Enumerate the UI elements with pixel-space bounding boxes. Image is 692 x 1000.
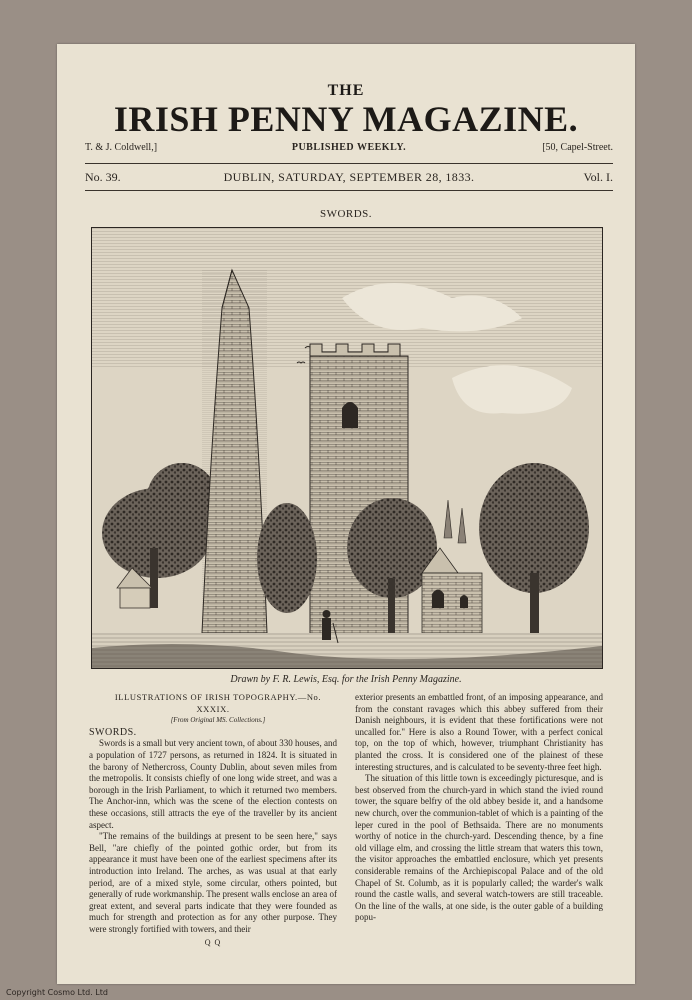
header-rule-bottom <box>85 190 613 191</box>
copyright-notice: Copyright Cosmo Ltd. Ltd <box>6 988 108 997</box>
paragraph: "The remains of the buildings at present to be seen here," says Bell, "are chiefly of the pointed gothic order, but from its appearance it must have been one of the earliest specimens after its introduction into Ireland. The arches, as was usual at that early period, are of a mixed style, some circular, others pointed, but generally of rude workmanship. The present walls enclose an area of great extent, and several parts indicate that they were founded as much for strength and protection as for any other purpose. They were strongly fortified with towers, and their <box>89 831 337 934</box>
issue-line <box>85 170 613 186</box>
masthead-the: THE <box>327 82 365 99</box>
source-note: [From Original MS. Collections.] <box>170 716 266 725</box>
header-rule-top <box>85 163 613 164</box>
swords-engraving <box>92 228 602 668</box>
publisher-name: T. & J. Coldwell,] <box>85 142 158 153</box>
paragraph: The situation of this little town is exceedingly picturesque, and is best observed from the church-yard in which stand the ivied round tower, the square belfry of the old abbey beside it, and a handsome new church, over the communion-tablet of which is a painting of the leper cured in the pool of Bethsaida. There are no monuments worthy of notice in the church-yard. Descending thence, by a fine old village elm, and crossing the little stream that waters this town, the visitor approaches the embattled enclosure, which yet presents considerable remains of the Archiepiscopal Palace and of the old Chapel of St. Columb, as it is popularly called; the warder's walk round the castle walls, and several watch-towers are still traceable. On the line of the walls, at one side, is the outer gable of a building popu- <box>355 773 603 923</box>
magazine-page <box>57 44 635 984</box>
masthead-title: IRISH PENNY MAGAZINE. <box>113 99 579 139</box>
article-subheading: SWORDS. <box>89 726 137 738</box>
paragraph: exterior presents an embattled front, of an imposing appearance, and from the constant ravages which this abbey suffered from their Danish neighbours, it is evident that these fortifications were not uncalled for." Here is also a Round Tower, with a perfect conical top, on the top of which, however, triumphant Christianity has planted the cross. It is considered one of the plainest of these interesting structures, and is calculated to be seventy-three feet high. <box>355 692 603 772</box>
publisher-address: [50, Capel-Street. <box>542 142 613 153</box>
article-heading: SWORDS. <box>319 208 373 220</box>
text-column-right <box>355 692 603 924</box>
illustration-caption: Drawn by F. R. Lewis, Esq. for the Irish Penny Magazine. <box>230 674 462 685</box>
volume-number: Vol. I. <box>583 170 613 184</box>
engraving-illustration <box>91 227 603 669</box>
text-column-left <box>89 692 337 949</box>
paragraph: Swords is a small but very ancient town, of about 330 houses, and a population of 1727 persons, as returned in 1824. It is situated in the barony of Nethercross, County Dublin, about seven miles from the metropolis. It consists chiefly of one long wide street, and was a borough in the Irish Parliament, to which it returned two members. The Anchor-inn, which was the scene of the election contests on these occasions, still attracts the eye of the traveller by its ancient aspect. <box>89 738 337 830</box>
issue-date: DUBLIN, SATURDAY, SEPTEMBER 28, 1833. <box>223 170 475 184</box>
series-label: ILLUSTRATIONS OF IRISH TOPOGRAPHY.—No. XXXIX. <box>114 692 322 714</box>
publication-line <box>85 142 613 156</box>
publication-frequency: PUBLISHED WEEKLY. <box>291 142 407 153</box>
signature-mark: Q Q <box>204 938 222 948</box>
issue-number: No. 39. <box>85 170 121 184</box>
